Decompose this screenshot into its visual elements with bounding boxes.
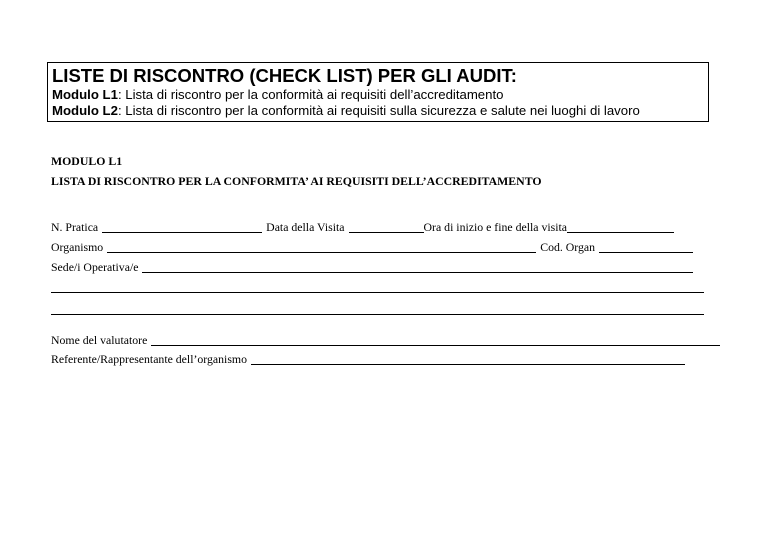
organismo-field[interactable]	[107, 241, 536, 253]
module-l2-label: Modulo L2	[52, 103, 118, 118]
row-sede	[51, 260, 693, 274]
referente-field[interactable]	[251, 353, 685, 365]
valutatore-field[interactable]	[151, 334, 720, 346]
valutatore-label: Nome del valutatore	[51, 333, 148, 347]
cod-organ-field[interactable]	[599, 241, 693, 253]
ora-visita-field[interactable]	[567, 221, 674, 233]
sede-continuation-line-1[interactable]	[51, 292, 704, 293]
sede-label: Sede/i Operativa/e	[51, 260, 139, 274]
module-l2-description	[52, 103, 708, 119]
sede-continuation-line-2[interactable]	[51, 314, 704, 315]
data-visita-field[interactable]	[349, 221, 424, 233]
pratica-label: N. Pratica	[51, 220, 99, 234]
ora-visita-label: Ora di inizio e fine della visita	[423, 220, 568, 234]
checklist-subtitle: LISTA DI RISCONTRO PER LA CONFORMITA’ AI REQUISITI DELL’ACCREDITAMENTO	[51, 174, 542, 188]
module-l1-label: Modulo L1	[52, 87, 118, 102]
sede-field[interactable]	[142, 261, 693, 273]
cod-organ-label: Cod. Organ	[540, 240, 596, 254]
document-header-box	[47, 62, 709, 122]
data-visita-label: Data della Visita	[266, 220, 345, 234]
referente-label: Referente/Rappresentante dell’organismo	[51, 352, 247, 366]
module-heading: MODULO L1	[51, 154, 123, 168]
module-l2-text: : Lista di riscontro per la conformità ai requisiti sulla sicurezza e salute nei luoghi di lavoro	[117, 103, 640, 118]
row-organismo	[51, 240, 693, 254]
row-pratica-data-ora	[51, 220, 674, 234]
module-l1-text: : Lista di riscontro per la conformità ai requisiti dell’accreditamento	[117, 87, 504, 102]
pratica-field[interactable]	[102, 221, 262, 233]
organismo-label: Organismo	[51, 240, 104, 254]
row-referente	[51, 352, 685, 366]
row-valutatore	[51, 333, 720, 347]
module-l1-description	[52, 87, 708, 103]
document-title: LISTE DI RISCONTRO (CHECK LIST) PER GLI AUDIT:	[52, 65, 517, 86]
